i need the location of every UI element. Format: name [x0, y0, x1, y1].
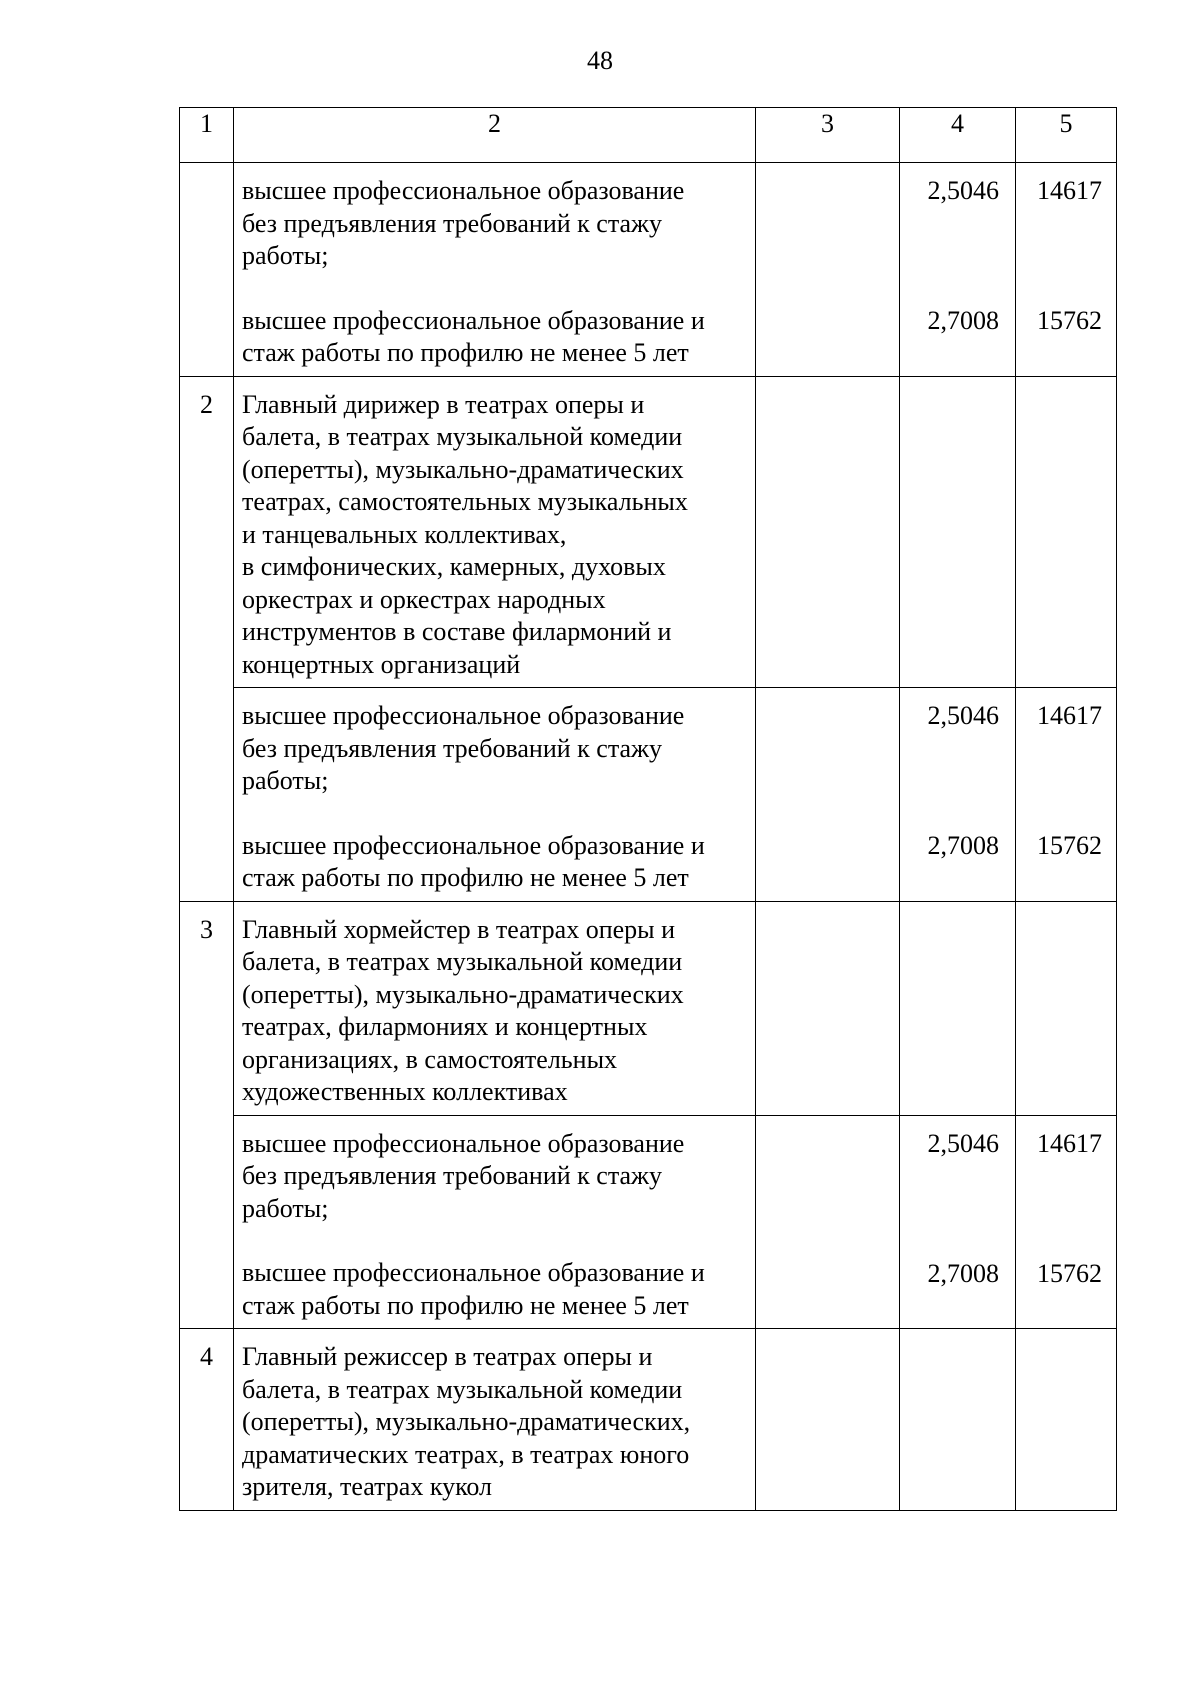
salary-value: 15762: [1037, 1258, 1102, 1288]
position-title-line: в симфонических, камерных, духовых: [242, 552, 666, 581]
salary-table: [179, 107, 1117, 1511]
qualification-line: стаж работы по профилю не менее 5 лет: [242, 338, 689, 367]
position-title-line: (оперетты), музыкально-драматических: [242, 454, 684, 484]
qualification-line: высшее профессиональное образование и: [242, 830, 705, 860]
position-title-line: балета, в театрах музыкальной комедии: [242, 947, 683, 976]
coefficient-cell: [900, 688, 1016, 902]
header-cell-2: 2: [234, 108, 756, 163]
salary-value: 15762: [1037, 306, 1102, 335]
qualification-line: работы;: [242, 1193, 329, 1223]
empty-cell: [900, 1329, 1016, 1511]
row-number: 3: [180, 901, 234, 1329]
position-title-line: театрах, филармониях и концертных: [242, 1012, 648, 1041]
qualification-line: без предъявления требований к стажу: [242, 733, 663, 763]
salary-value: 14617: [1037, 176, 1102, 205]
table-row: [180, 1115, 1117, 1329]
qualification-line: работы;: [242, 241, 329, 270]
position-title-line: балета, в театрах музыкальной комедии: [242, 422, 683, 451]
position-title-line: (оперетты), музыкально-драматических,: [242, 1407, 691, 1436]
salary-cell: [1016, 1115, 1117, 1329]
empty-cell: [900, 376, 1016, 688]
coefficient-value: 2,7008: [927, 831, 999, 860]
position-title-line: Главный режиссер в театрах оперы и: [242, 1342, 653, 1371]
salary-value: 15762: [1037, 831, 1102, 860]
table-row: [180, 901, 1117, 1115]
empty-cell: [1016, 1329, 1117, 1511]
position-title-line: Главный дирижер в театрах оперы и: [242, 389, 645, 419]
qualification-line: высшее профессиональное образование и: [242, 305, 705, 335]
salary-cell: [1016, 688, 1117, 902]
coefficient-cell: [900, 163, 1016, 377]
position-title-line: (оперетты), музыкально-драматических: [242, 979, 684, 1009]
qualification-line: высшее профессиональное образование и: [242, 1258, 705, 1287]
header-cell-1: 1: [180, 108, 234, 163]
position-title-cell: [234, 1329, 756, 1511]
coefficient-value: 2,5046: [927, 701, 999, 730]
qualification-line: высшее профессиональное образование: [242, 176, 685, 205]
empty-cell: [1016, 376, 1117, 688]
row-number: 2: [180, 376, 234, 901]
qualification-cell: [234, 1115, 756, 1329]
header-cell-3: 3: [756, 108, 900, 163]
coefficient-value: 2,7008: [927, 306, 999, 335]
qualification-line: стаж работы по профилю не менее 5 лет: [242, 1290, 689, 1320]
header-cell-5: 5: [1016, 108, 1117, 163]
salary-value: 14617: [1037, 701, 1102, 730]
position-title-line: театрах, самостоятельных музыкальных: [242, 487, 688, 516]
empty-cell: [756, 163, 900, 377]
position-title-line: драматических театрах, в театрах юного: [242, 1439, 690, 1469]
empty-cell: [756, 688, 900, 902]
qualification-line: без предъявления требований к стажу: [242, 1161, 663, 1190]
empty-cell: [756, 1329, 900, 1511]
qualification-cell: [234, 688, 756, 902]
empty-cell: [900, 901, 1016, 1115]
table-row: [180, 376, 1117, 688]
position-title-line: балета, в театрах музыкальной комедии: [242, 1374, 683, 1404]
position-title-cell: [234, 376, 756, 688]
position-title-line: зрителя, театрах кукол: [242, 1472, 493, 1501]
header-row: [180, 108, 1117, 163]
empty-cell: [756, 376, 900, 688]
position-title-line: и танцевальных коллективах,: [242, 519, 567, 549]
qualification-line: без предъявления требований к стажу: [242, 208, 663, 238]
table-row: [180, 163, 1117, 377]
table-row: [180, 1329, 1117, 1511]
coefficient-value: 2,7008: [927, 1258, 999, 1288]
qualification-line: стаж работы по профилю не менее 5 лет: [242, 863, 689, 892]
position-title-cell: [234, 901, 756, 1115]
position-title-line: инструментов в составе филармоний и: [242, 617, 672, 646]
qualification-line: высшее профессиональное образование: [242, 1128, 685, 1158]
qualification-line: работы;: [242, 766, 329, 795]
qualification-cell: [234, 163, 756, 377]
empty-cell: [756, 901, 900, 1115]
salary-value: 14617: [1037, 1128, 1102, 1158]
empty-cell: [756, 1115, 900, 1329]
qualification-line: высшее профессиональное образование: [242, 701, 685, 730]
empty-cell: [1016, 901, 1117, 1115]
salary-cell: [1016, 163, 1117, 377]
coefficient-value: 2,5046: [927, 1128, 999, 1158]
row-number: 4: [180, 1329, 234, 1511]
position-title-line: организациях, в самостоятельных: [242, 1044, 618, 1074]
position-title-line: художественных коллективах: [242, 1077, 568, 1106]
position-title-line: Главный хормейстер в театрах оперы и: [242, 914, 676, 944]
coefficient-cell: [900, 1115, 1016, 1329]
page-number: 48: [587, 46, 613, 75]
header-cell-4: 4: [900, 108, 1016, 163]
row-number: [180, 163, 234, 377]
position-title-line: концертных организаций: [242, 649, 521, 679]
table-row: [180, 688, 1117, 902]
position-title-line: оркестрах и оркестрах народных: [242, 584, 606, 614]
coefficient-value: 2,5046: [927, 176, 999, 205]
